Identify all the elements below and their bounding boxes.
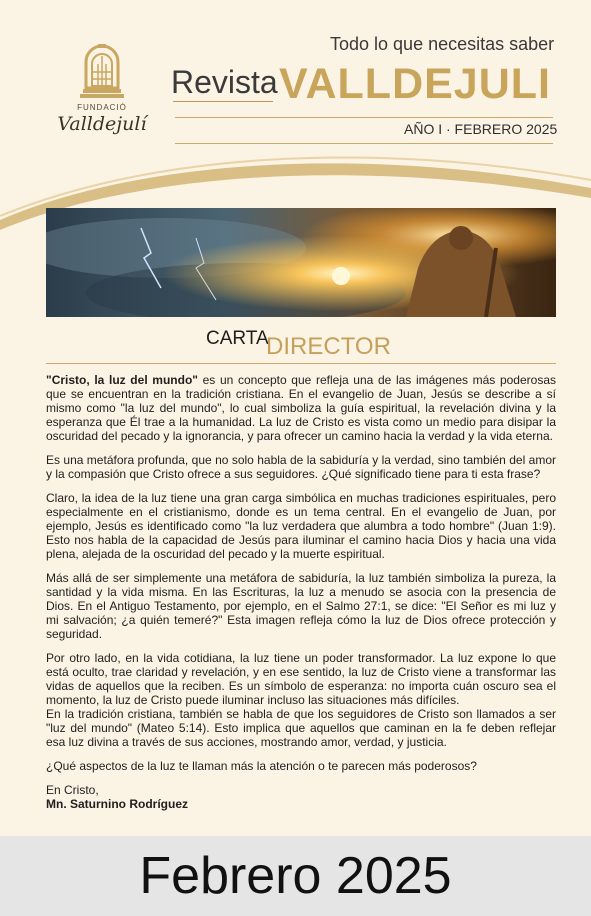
fundacio-logo [52, 42, 152, 152]
article-paragraph-1 [46, 373, 556, 443]
logo-fundacio-label: FUNDACIÓ [77, 103, 127, 112]
closing-line: En Cristo, [46, 783, 99, 797]
section-divider [46, 363, 556, 364]
article-paragraph-6: En la tradición cristiana, también se habla de que los seguidores de Cristo son llamados a ser "luz del mundo" (Mateo 5:14). Esto implica que aquellos que caminan en la fe deben reflejar esa luz divina a través de sus acciones, mostrando amor, verdad, y justicia. [46, 707, 556, 749]
revista-underline [173, 101, 273, 102]
article-body [46, 373, 556, 811]
footer-date-label: Febrero 2025 [139, 847, 452, 905]
header-divider-top [175, 117, 553, 118]
footer-banner [0, 836, 591, 916]
gate-icon [76, 42, 128, 100]
magazine-title: VALLDEJULI [279, 60, 551, 108]
article-paragraph-3: Claro, la idea de la luz tiene una gran carga simbólica en muchas tradiciones espirituales, pero especialmente en el cristianismo, donde es un tema central. En el evangelio de Juan, por ejemplo, Jesús es identificado como "la luz verdadera que alumbra a todo hombre" (Juan 1:9). Esto nos habla de la capacidad de Jesús para iluminar el camino hacia Dios y hacia una vida plena, alejada de la oscuridad del pecado y la muerte espiritual. [46, 491, 556, 561]
article-paragraph-4: Más allá de ser simplemente una metáfora de sabiduría, la luz también simboliza la pureza, la santidad y la vida misma. En las Escrituras, la luz a menudo se asocia con la presencia de Dios. En el Antiguo Testamento, por ejemplo, en el Salmo 27:1, se dice: "El Señor es mi luz y mi salvación; ¿a quién temeré?" Esta imagen refleja cómo la luz de Dios ofrece protección y seguridad. [46, 571, 556, 641]
revista-label: Revista [171, 64, 278, 100]
section-label-carta: CARTA [206, 328, 269, 349]
header-divider-bottom [175, 143, 553, 144]
issue-label: AÑO I · FEBRERO 2025 [404, 121, 558, 137]
article-paragraph-7: ¿Qué aspectos de la luz te llaman más la atención o te parecen más poderosos? [46, 759, 477, 773]
section-label-director: DIRECTOR [266, 333, 391, 360]
article-lead-quote: "Cristo, la luz del mundo" [46, 373, 198, 387]
article-paragraph-1-text: es un concepto que refleja una de las imágenes más poderosas que se encuentran en la tradición cristiana. En el evangelio de Juan, Jesús se describe a sí mismo como "la luz del mundo", lo cual simboliza la guía espiritual, la revelación divina y la esperanza que Él trae a la humanidad. La luz de Cristo es vista como un medio para disipar la oscuridad del pecado y la ignorancia, y para ofrecer un camino hacia la verdad y la vida eterna. [46, 373, 556, 443]
hero-image-christ-light [46, 208, 556, 317]
logo-name: Valldejulí [57, 113, 147, 135]
article-paragraph-5: Por otro lado, en la vida cotidiana, la luz tiene un poder transformador. La luz expone lo que está oculto, trae claridad y revelación, y en ese sentido, la luz de Cristo viene a transformar las vidas de aquellos que la reciben. Es un símbolo de esperanza: no importa cuán oscuro sea el momento, la luz de Cristo puede iluminar incluso las situaciones más difíciles. [46, 651, 556, 707]
tagline: Todo lo que necesitas saber [330, 34, 555, 54]
author-signature: Mn. Saturnino Rodríguez [46, 797, 188, 811]
article-paragraph-2: Es una metáfora profunda, que no solo habla de la sabiduría y la verdad, sino también del amor y la compasión que Cristo ofrece a sus seguidores. ¿Qué significado tiene para ti esta frase? [46, 453, 556, 481]
